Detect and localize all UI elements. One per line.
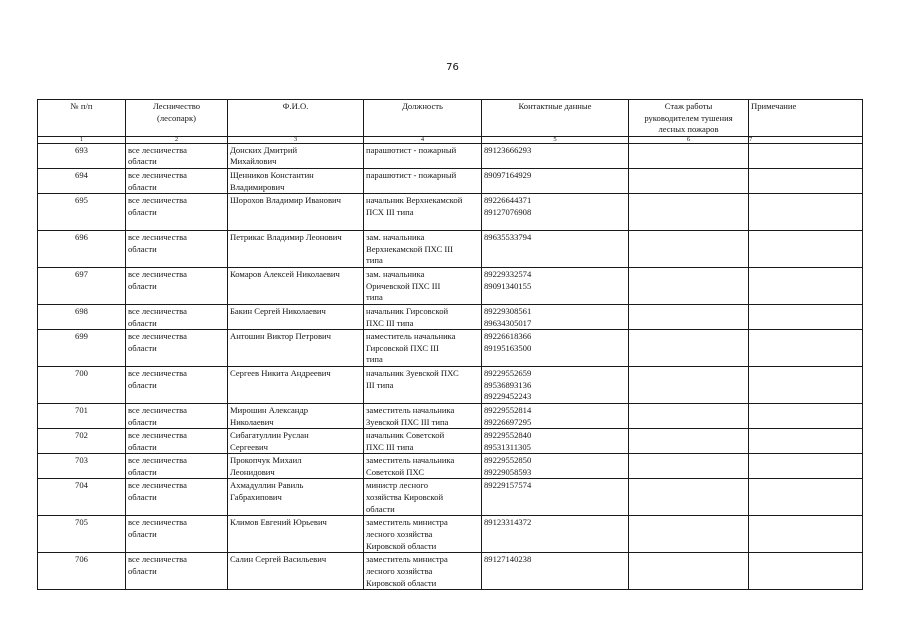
cell-experience: [629, 553, 749, 590]
cell-contacts: 89229552850 89229058593: [482, 454, 629, 479]
table-row: [38, 553, 863, 590]
cell-experience: [629, 168, 749, 193]
cell-forestry: все лесничества области: [126, 553, 228, 590]
cell-forestry: все лесничества области: [126, 366, 228, 403]
table-row: [38, 168, 863, 193]
column-number-cell: 3: [228, 136, 364, 143]
cell-experience: [629, 454, 749, 479]
cell-experience: [629, 516, 749, 553]
cell-contacts: 89229552659 89536893136 89229452243: [482, 366, 629, 403]
header-cell-number: № п/п: [38, 100, 126, 137]
cell-experience: [629, 366, 749, 403]
cell-note: [749, 516, 863, 553]
table-row: [38, 366, 863, 403]
cell-number: 696: [38, 231, 126, 268]
cell-number: 704: [38, 479, 126, 516]
cell-position: заместитель министра лесного хозяйства Кировской области: [364, 516, 482, 553]
cell-number: 699: [38, 330, 126, 367]
cell-note: [749, 304, 863, 329]
column-number-cell: 2: [126, 136, 228, 143]
cell-number: 695: [38, 194, 126, 231]
cell-experience: [629, 429, 749, 454]
cell-position: парашютист - пожарный: [364, 143, 482, 168]
cell-contacts: 89635533794: [482, 231, 629, 268]
cell-contacts: 89123666293: [482, 143, 629, 168]
column-number-cell: 6: [629, 136, 749, 143]
cell-name: Сибагатуллин Руслан Сергеевич: [228, 429, 364, 454]
table-row: [38, 267, 863, 304]
cell-position: начальник Советской ПХС III типа: [364, 429, 482, 454]
cell-position: заместитель министра лесного хозяйства Кировской области: [364, 553, 482, 590]
cell-experience: [629, 330, 749, 367]
header-cell-position: Должность: [364, 100, 482, 137]
column-number-row: [38, 136, 863, 143]
cell-forestry: все лесничества области: [126, 403, 228, 428]
cell-experience: [629, 231, 749, 268]
table-row: [38, 231, 863, 268]
cell-position: наместитель начальника Гирсовской ПХС III типа: [364, 330, 482, 367]
cell-forestry: все лесничества области: [126, 194, 228, 231]
cell-position: начальник Верхнекамской ПСХ III типа: [364, 194, 482, 231]
cell-position: зам. начальника Верхнекамской ПХС III типа: [364, 231, 482, 268]
cell-position: зам. начальника Оричевской ПХС III типа: [364, 267, 482, 304]
cell-note: [749, 454, 863, 479]
cell-note: [749, 429, 863, 454]
cell-name: Сергеев Никита Андреевич: [228, 366, 364, 403]
cell-name: Климов Евгений Юрьевич: [228, 516, 364, 553]
cell-position: заместитель начальника Советской ПХС: [364, 454, 482, 479]
cell-contacts: 89229552814 89226697295: [482, 403, 629, 428]
cell-experience: [629, 143, 749, 168]
table-row: [38, 194, 863, 231]
cell-number: 700: [38, 366, 126, 403]
cell-forestry: все лесничества области: [126, 479, 228, 516]
column-number-cell: 7: [749, 136, 863, 143]
cell-forestry: все лесничества области: [126, 231, 228, 268]
cell-contacts: 89127140238: [482, 553, 629, 590]
table-row: [38, 516, 863, 553]
cell-note: [749, 194, 863, 231]
table-row: [38, 454, 863, 479]
table-row: [38, 304, 863, 329]
cell-number: 703: [38, 454, 126, 479]
cell-forestry: все лесничества области: [126, 330, 228, 367]
cell-note: [749, 143, 863, 168]
header-cell-experience: Стаж работы руководителем тушения лесных пожаров: [629, 100, 749, 137]
cell-name: Шорохов Владимир Иванович: [228, 194, 364, 231]
cell-number: 693: [38, 143, 126, 168]
cell-number: 694: [38, 168, 126, 193]
cell-contacts: 89097164929: [482, 168, 629, 193]
header-cell-note: Примечание: [749, 100, 863, 137]
table-row: [38, 403, 863, 428]
cell-name: Мирошин Александр Николаевич: [228, 403, 364, 428]
cell-note: [749, 366, 863, 403]
cell-experience: [629, 403, 749, 428]
cell-forestry: все лесничества области: [126, 516, 228, 553]
header-cell-contacts: Контактные данные: [482, 100, 629, 137]
cell-name: Щенников Константин Владимирович: [228, 168, 364, 193]
cell-forestry: все лесничества области: [126, 267, 228, 304]
cell-contacts: 89226618366 89195163500: [482, 330, 629, 367]
cell-name: Донских Дмитрий Михайлович: [228, 143, 364, 168]
cell-experience: [629, 267, 749, 304]
cell-name: Бакин Сергей Николаевич: [228, 304, 364, 329]
column-number-cell: 4: [364, 136, 482, 143]
cell-forestry: все лесничества области: [126, 429, 228, 454]
cell-note: [749, 403, 863, 428]
cell-number: 702: [38, 429, 126, 454]
cell-name: Петрикас Владимир Леонович: [228, 231, 364, 268]
cell-position: министр лесного хозяйства Кировской области: [364, 479, 482, 516]
cell-experience: [629, 194, 749, 231]
table-row: [38, 429, 863, 454]
cell-forestry: все лесничества области: [126, 168, 228, 193]
header-row: [38, 100, 863, 137]
cell-contacts: 89229308561 89634305017: [482, 304, 629, 329]
table-row: [38, 330, 863, 367]
header-cell-forestry: Лесничество (лесопарк): [126, 100, 228, 137]
cell-experience: [629, 479, 749, 516]
cell-note: [749, 330, 863, 367]
cell-position: начальник Зуевской ПХС III типа: [364, 366, 482, 403]
cell-experience: [629, 304, 749, 329]
cell-contacts: 89229552840 89531311305: [482, 429, 629, 454]
cell-note: [749, 231, 863, 268]
cell-name: Антошин Виктор Петрович: [228, 330, 364, 367]
cell-number: 698: [38, 304, 126, 329]
cell-number: 697: [38, 267, 126, 304]
cell-note: [749, 267, 863, 304]
page-number: 76: [446, 62, 459, 73]
column-number-cell: 1: [38, 136, 126, 143]
column-number-cell: 5: [482, 136, 629, 143]
cell-contacts: 89123314372: [482, 516, 629, 553]
cell-position: начальник Гирсовской ПХС III типа: [364, 304, 482, 329]
cell-forestry: все лесничества области: [126, 454, 228, 479]
cell-forestry: все лесничества области: [126, 304, 228, 329]
cell-position: заместитель начальника Зуевской ПХС III типа: [364, 403, 482, 428]
table-row: [38, 479, 863, 516]
cell-name: Прокопчук Михаил Леонидович: [228, 454, 364, 479]
table-row: [38, 143, 863, 168]
cell-note: [749, 168, 863, 193]
cell-note: [749, 553, 863, 590]
cell-number: 706: [38, 553, 126, 590]
registry-table: [37, 99, 863, 590]
cell-number: 705: [38, 516, 126, 553]
cell-name: Салин Сергей Васильевич: [228, 553, 364, 590]
cell-position: парашютист - пожарный: [364, 168, 482, 193]
header-cell-name: Ф.И.О.: [228, 100, 364, 137]
cell-number: 701: [38, 403, 126, 428]
cell-note: [749, 479, 863, 516]
cell-forestry: все лесничества области: [126, 143, 228, 168]
cell-contacts: 89229332574 89091340155: [482, 267, 629, 304]
cell-name: Ахмадуллин Равиль Габрахипович: [228, 479, 364, 516]
cell-name: Комаров Алексей Николаевич: [228, 267, 364, 304]
cell-contacts: 89226644371 89127076908: [482, 194, 629, 231]
cell-contacts: 89229157574: [482, 479, 629, 516]
